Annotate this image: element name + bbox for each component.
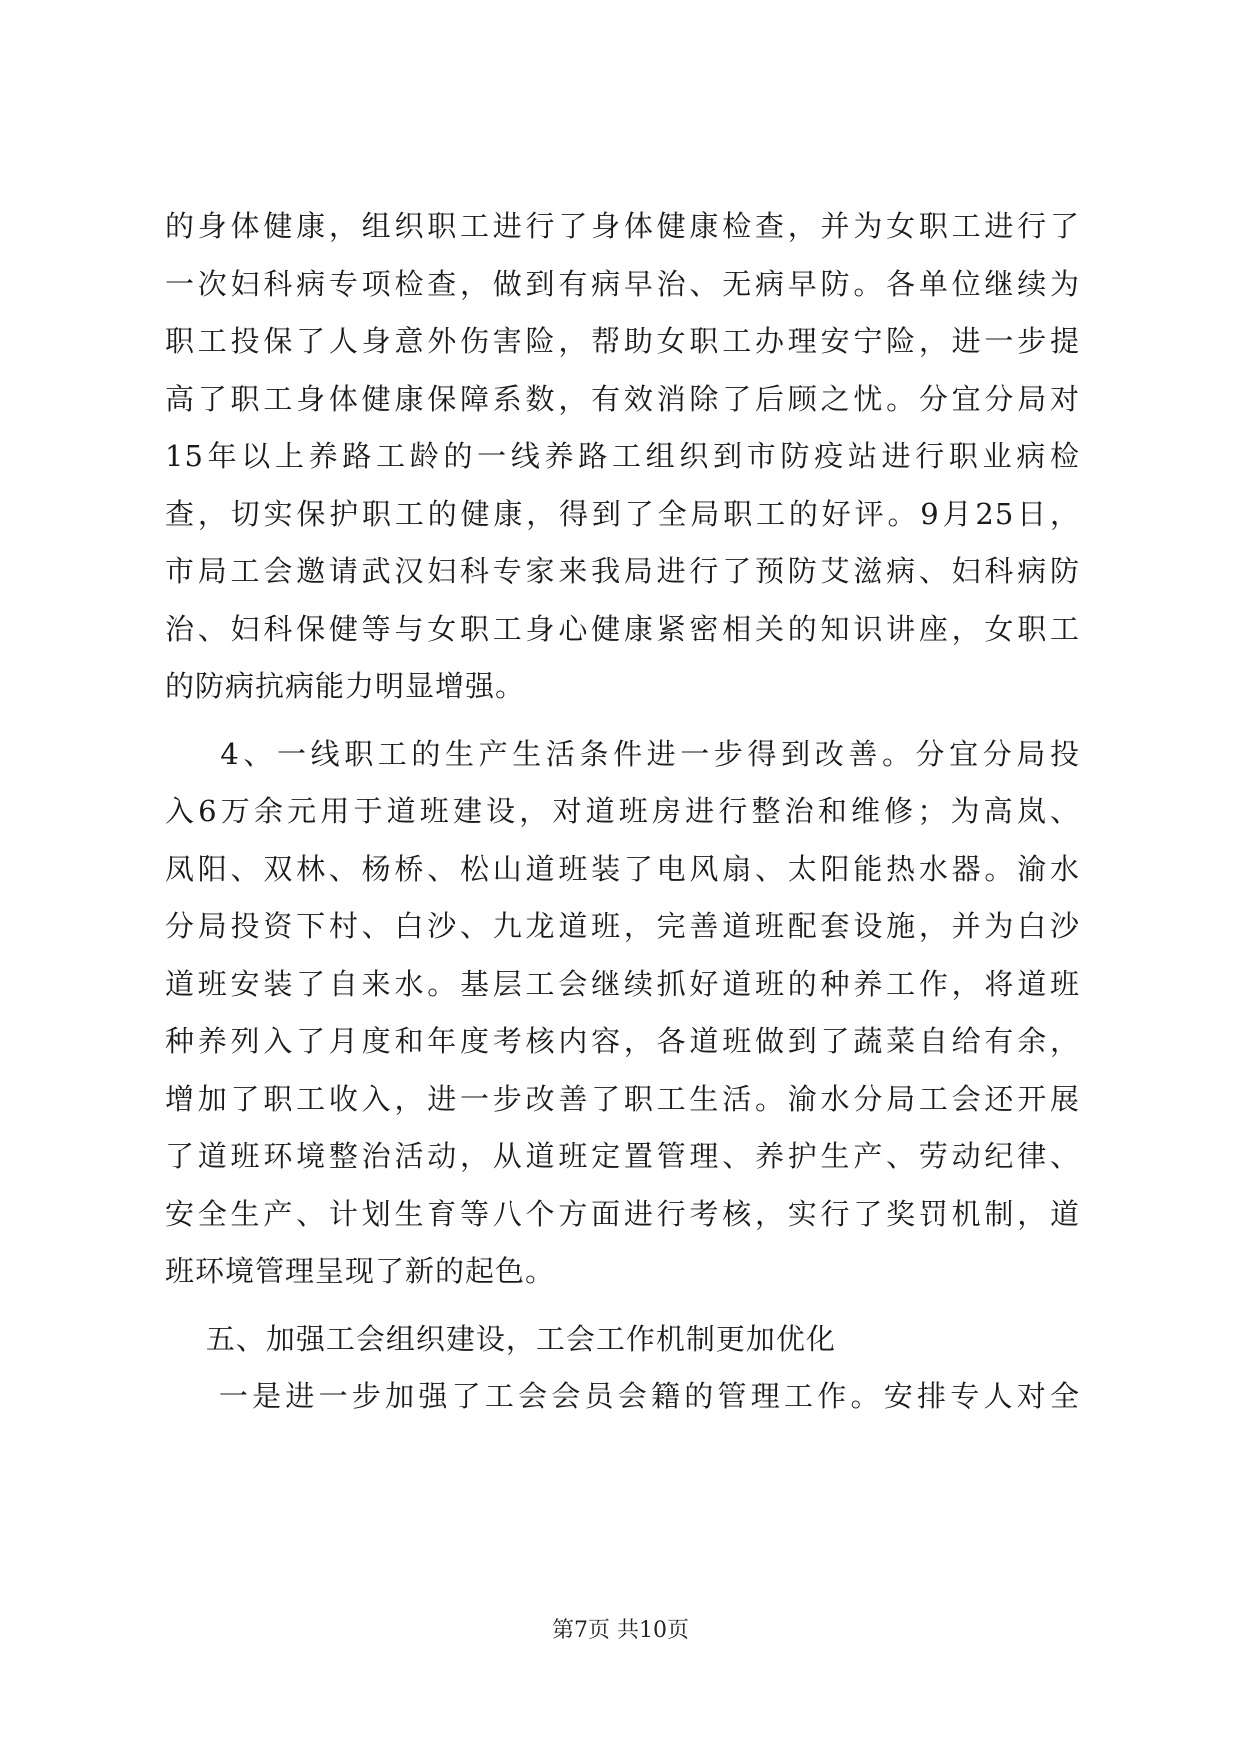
document-body <box>165 198 1080 1426</box>
text-line-4: 高了职工身体健康保障系数，有效消除了后顾之忧。分宜分局对 <box>165 381 1080 416</box>
text-line-2: 一次妇科病专项检查，做到有病早治、无病早防。各单位继续为 <box>165 266 1080 301</box>
text-line-21: 一是进一步加强了工会会员会籍的管理工作。安排专人对全 <box>165 1379 1080 1413</box>
text-line-14: 道班安装了自来水。基层工会继续抓好道班的种养工作，将道班 <box>165 966 1080 1001</box>
text-line-10: 4、一线职工的生产生活条件进一步得到改善。分宜分局投 <box>165 736 1080 771</box>
text-line-17: 了道班环境整治活动，从道班定置管理、养护生产、劳动纪律、 <box>165 1139 1080 1173</box>
text-line-9: 的防病抗病能力明显增强。 <box>165 669 526 703</box>
text-line-5: 15年以上养路工龄的一线养路工组织到市防疫站进行职业病检 <box>165 439 1080 473</box>
text-line-19: 班环境管理呈现了新的起色。 <box>165 1254 556 1288</box>
text-line-11: 入6万余元用于道班建设，对道班房进行整治和维修；为高岚、 <box>165 794 1080 828</box>
text-line-1: 的身体健康，组织职工进行了身体健康检查，并为女职工进行了 <box>165 209 1080 243</box>
text-line-3: 职工投保了人身意外伤害险，帮助女职工办理安宁险，进一步提 <box>165 324 1080 358</box>
page-number: 第7页 共10页 <box>552 1618 689 1643</box>
text-line-7: 市局工会邀请武汉妇科专家来我局进行了预防艾滋病、妇科病防 <box>165 554 1080 588</box>
text-line-13: 分局投资下村、白沙、九龙道班，完善道班配套设施，并为白沙 <box>165 909 1080 943</box>
text-line-8: 治、妇科保健等与女职工身心健康紧密相关的知识讲座，女职工 <box>165 611 1080 646</box>
text-line-6: 查，切实保护职工的健康，得到了全局职工的好评。9月25日， <box>165 496 1080 531</box>
text-line-15: 种养列入了月度和年度考核内容，各道班做到了蔬菜自给有余， <box>165 1024 1080 1058</box>
text-line-12: 凤阳、双林、杨桥、松山道班装了电风扇、太阳能热水器。渝水 <box>165 851 1080 886</box>
section-heading: 五、加强工会组织建设，工会工作机制更加优化 <box>165 1321 836 1356</box>
text-line-16: 增加了职工收入，进一步改善了职工生活。渝水分局工会还开展 <box>165 1081 1080 1116</box>
text-line-18: 安全生产、计划生育等八个方面进行考核，实行了奖罚机制，道 <box>165 1196 1080 1231</box>
